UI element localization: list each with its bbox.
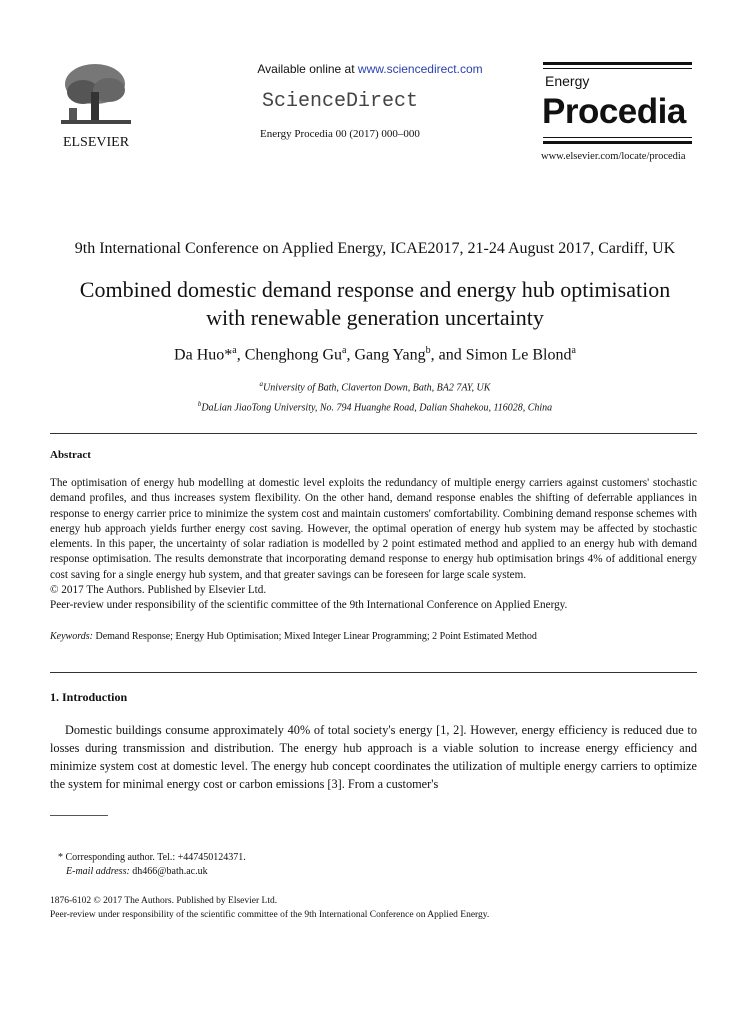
author-2: , Chenghong Gu xyxy=(236,346,343,364)
abstract-copyright: © 2017 The Authors. Published by Elsevier Ltd. xyxy=(50,584,267,597)
title-line-2: with renewable generation uncertainty xyxy=(206,305,544,330)
footer-issn: 1876-6102 © 2017 The Authors. Published by Elsevier Ltd. xyxy=(50,896,278,906)
affiliation-mark: a xyxy=(259,380,264,388)
abstract-body: The optimisation of energy hub modelling at domestic level exploits the redundancy of multiple energy carriers against customers' stochastic demand profiles, and thus increases system flexibility. On the other hand, demand response enables the shifting of deferrable appliances in response to energy carrier price to minimize the system cost and maintain customers' comfortability. Combining demand response schemes with energy hub approach yields further energy cost saving. However, the optimal operation of energy hub system may be affected by stochastic elements. In this paper, the uncertainty of solar radiation is modelled by 2 point estimated method and applied to an energy hub with demand response optimisation. The results demonstrate that incorporating demand response to energy hub optimisation brings 4% of additional energy cost saving for a single energy hub system, and that greater savings can be foreseen for large scale system. xyxy=(50,477,697,581)
footnotes xyxy=(58,851,246,879)
footer xyxy=(50,894,489,922)
procedia-bottom-rule xyxy=(543,137,692,138)
author-1: Da Huo* xyxy=(174,346,233,364)
abstract-section xyxy=(50,476,697,644)
elsevier-tree-icon xyxy=(55,62,137,128)
abstract-bottom-rule xyxy=(50,672,697,673)
author-3: , Gang Yang xyxy=(346,346,426,364)
author-4-affil: a xyxy=(571,345,576,356)
affiliation-text: DaLian JiaoTong University, No. 794 Huanghe Road, Dalian Shahekou, 116028, China xyxy=(201,402,553,414)
affiliations xyxy=(0,376,750,417)
journal-name-big: Procedia xyxy=(542,92,686,131)
authors xyxy=(0,345,750,364)
affiliation-a xyxy=(0,376,750,396)
elsevier-logo xyxy=(55,62,137,151)
affiliation-b xyxy=(0,396,750,416)
affiliation-text: University of Bath, Claverton Down, Bath, BA2 7AY, UK xyxy=(263,382,491,394)
procedia-top-rule-thick xyxy=(543,62,692,65)
journal-url[interactable]: www.elsevier.com/locate/procedia xyxy=(541,151,686,162)
footer-peer-review: Peer-review under responsibility of the scientific committee of the 9th International Conference on Applied Energy. xyxy=(50,910,490,920)
procedia-top-rule xyxy=(543,68,692,69)
available-online xyxy=(200,62,540,76)
abstract-heading: Abstract xyxy=(50,449,91,461)
journal-reference: Energy Procedia 00 (2017) 000–000 xyxy=(260,128,420,140)
keywords-text: Demand Response; Energy Hub Optimisation; Mixed Integer Linear Programming; 2 Point Estimated Method xyxy=(92,630,537,642)
email-line xyxy=(58,865,246,879)
sciencedirect-logo: ScienceDirect xyxy=(261,90,419,113)
introduction-heading: 1. Introduction xyxy=(50,690,128,704)
affiliation-mark: b xyxy=(197,400,202,409)
author-2-affil: a xyxy=(342,345,347,356)
sciencedirect-link[interactable]: www.sciencedirect.com xyxy=(357,62,483,76)
author-4: , and Simon Le Blond xyxy=(430,346,572,364)
introduction-body: Domestic buildings consume approximately 40% of total society's energy [1, 2]. However, energy efficiency is reduced due to losses during transmission and distribution. The energy hub approach is a viable solution to increase energy efficiency and minimize system cost at domestic level. The energy hub concept coordinates the utilization of multiple energy carriers to optimize the system for minimal energy cost or carbon emissions [3]. From a customer's xyxy=(50,723,697,791)
email-address[interactable]: dh466@bath.ac.uk xyxy=(129,866,208,877)
author-1-affil: a xyxy=(232,345,237,356)
email-label: E-mail address: xyxy=(66,866,130,877)
abstract-peer-review: Peer-review under responsibility of the scientific committee of the 9th International Conference on Applied Energy. xyxy=(50,599,568,612)
journal-name-small: Energy xyxy=(545,73,590,89)
footnote-rule xyxy=(50,815,108,816)
elsevier-wordmark: ELSEVIER xyxy=(62,135,130,150)
abstract-top-rule xyxy=(50,433,697,434)
author-3-affil: b xyxy=(425,345,431,356)
corresponding-author: * Corresponding author. Tel.: +447450124371. xyxy=(58,852,246,863)
paper-title xyxy=(0,276,750,332)
conference-line: 9th International Conference on Applied Energy, ICAE2017, 21-24 August 2017, Cardiff, UK xyxy=(74,240,676,257)
keywords-label: Keywords: xyxy=(50,630,93,642)
title-line-1: Combined domestic demand response and energy hub optimisation xyxy=(79,277,671,302)
available-prefix: Available online at xyxy=(257,62,358,76)
keywords xyxy=(50,629,697,644)
procedia-bottom-rule-thick xyxy=(543,141,692,144)
